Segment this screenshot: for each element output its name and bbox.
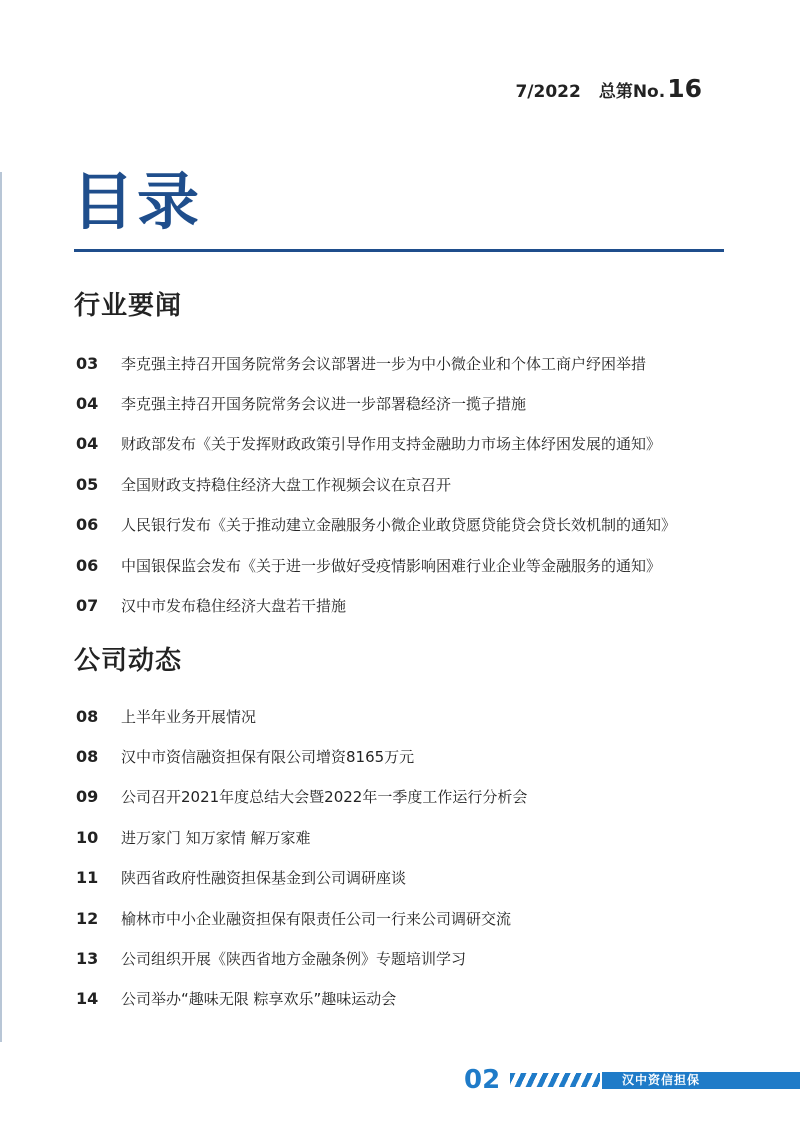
footer-stripes-decoration xyxy=(510,1073,600,1087)
toc-item[interactable] xyxy=(76,777,527,817)
toc-page-number: 13 xyxy=(76,949,99,969)
toc-entry-title: 中国银保监会发布《关于进一步做好受疫情影响困难行业企业等金融服务的通知》 xyxy=(121,556,662,575)
toc-item[interactable] xyxy=(76,383,676,423)
toc-entry-title: 公司组织开展《陕西省地方金融条例》专题培训学习 xyxy=(121,950,467,969)
toc-item[interactable] xyxy=(76,696,527,736)
toc-entry-title: 陕西省政府性融资担保基金到公司调研座谈 xyxy=(121,869,407,888)
toc-page-number: 11 xyxy=(76,868,99,888)
issue-number-value: 16 xyxy=(667,74,702,103)
toc-item[interactable] xyxy=(76,585,676,625)
footer-brand-bar xyxy=(602,1072,800,1089)
footer-page-number: 02 xyxy=(464,1065,501,1095)
toc-entry-title: 全国财政支持稳住经济大盘工作视频会议在京召开 xyxy=(121,475,452,494)
footer-brand-name: 汉中资信担保 xyxy=(622,1073,701,1087)
toc-item[interactable] xyxy=(76,898,527,938)
title-divider xyxy=(74,249,724,252)
toc-entry-title: 公司举办“趣味无限 粽享欢乐”趣味运动会 xyxy=(121,990,397,1009)
toc-page-number: 07 xyxy=(76,596,99,616)
left-margin-rule xyxy=(0,172,2,1042)
toc-item[interactable] xyxy=(76,858,527,898)
toc-item[interactable] xyxy=(76,505,676,545)
issue-date: 7/2022 xyxy=(515,82,581,102)
toc-page-number: 04 xyxy=(76,434,99,454)
section-heading-industry-news: 行业要闻 xyxy=(74,291,183,321)
toc-page-number: 14 xyxy=(76,989,99,1009)
issue-number xyxy=(599,74,702,103)
toc-page-number: 09 xyxy=(76,787,99,807)
toc-title: 目录 xyxy=(72,165,203,238)
toc-item[interactable] xyxy=(76,343,676,383)
toc-entry-title: 公司召开2021年度总结大会暨2022年一季度工作运行分析会 xyxy=(121,788,528,807)
toc-page-number: 12 xyxy=(76,908,99,928)
toc-entry-title: 进万家门 知万家情 解万家难 xyxy=(121,828,311,847)
toc-page-number: 10 xyxy=(76,827,99,847)
toc-item[interactable] xyxy=(76,979,527,1019)
toc-entry-title: 榆林市中小企业融资担保有限责任公司一行来公司调研交流 xyxy=(121,909,512,928)
toc-item[interactable] xyxy=(76,545,676,585)
issue-info xyxy=(515,74,702,103)
toc-page-number: 06 xyxy=(76,555,99,575)
toc-entry-title: 汉中市资信融资担保有限公司增资8165万元 xyxy=(121,748,415,767)
toc-list-company-news xyxy=(76,696,527,1019)
toc-item[interactable] xyxy=(76,736,527,776)
toc-entry-title: 汉中市发布稳住经济大盘若干措施 xyxy=(121,597,347,616)
toc-page-number: 08 xyxy=(76,747,99,767)
page-footer xyxy=(462,1064,800,1096)
toc-entry-title: 李克强主持召开国务院常务会议部署进一步为中小微企业和个体工商户纾困举措 xyxy=(121,354,647,373)
toc-list-industry-news xyxy=(76,343,676,626)
toc-entry-title: 李克强主持召开国务院常务会议进一步部署稳经济一揽子措施 xyxy=(121,395,527,414)
toc-page-number: 06 xyxy=(76,515,99,535)
toc-entry-title: 上半年业务开展情况 xyxy=(121,707,257,726)
issue-number-label: 总第No. xyxy=(598,82,666,102)
section-heading-company-news: 公司动态 xyxy=(74,646,183,676)
toc-item[interactable] xyxy=(76,817,527,857)
toc-entry-title: 人民银行发布《关于推动建立金融服务小微企业敢贷愿贷能贷会贷长效机制的通知》 xyxy=(121,516,677,535)
toc-page-number: 03 xyxy=(76,353,99,373)
toc-entry-title: 财政部发布《关于发挥财政政策引导作用支持金融助力市场主体纾困发展的通知》 xyxy=(121,435,662,454)
toc-item[interactable] xyxy=(76,424,676,464)
toc-page-number: 04 xyxy=(76,394,99,414)
toc-item[interactable] xyxy=(76,464,676,504)
toc-item[interactable] xyxy=(76,938,527,978)
toc-page-number: 05 xyxy=(76,474,99,494)
toc-page-number: 08 xyxy=(76,706,99,726)
